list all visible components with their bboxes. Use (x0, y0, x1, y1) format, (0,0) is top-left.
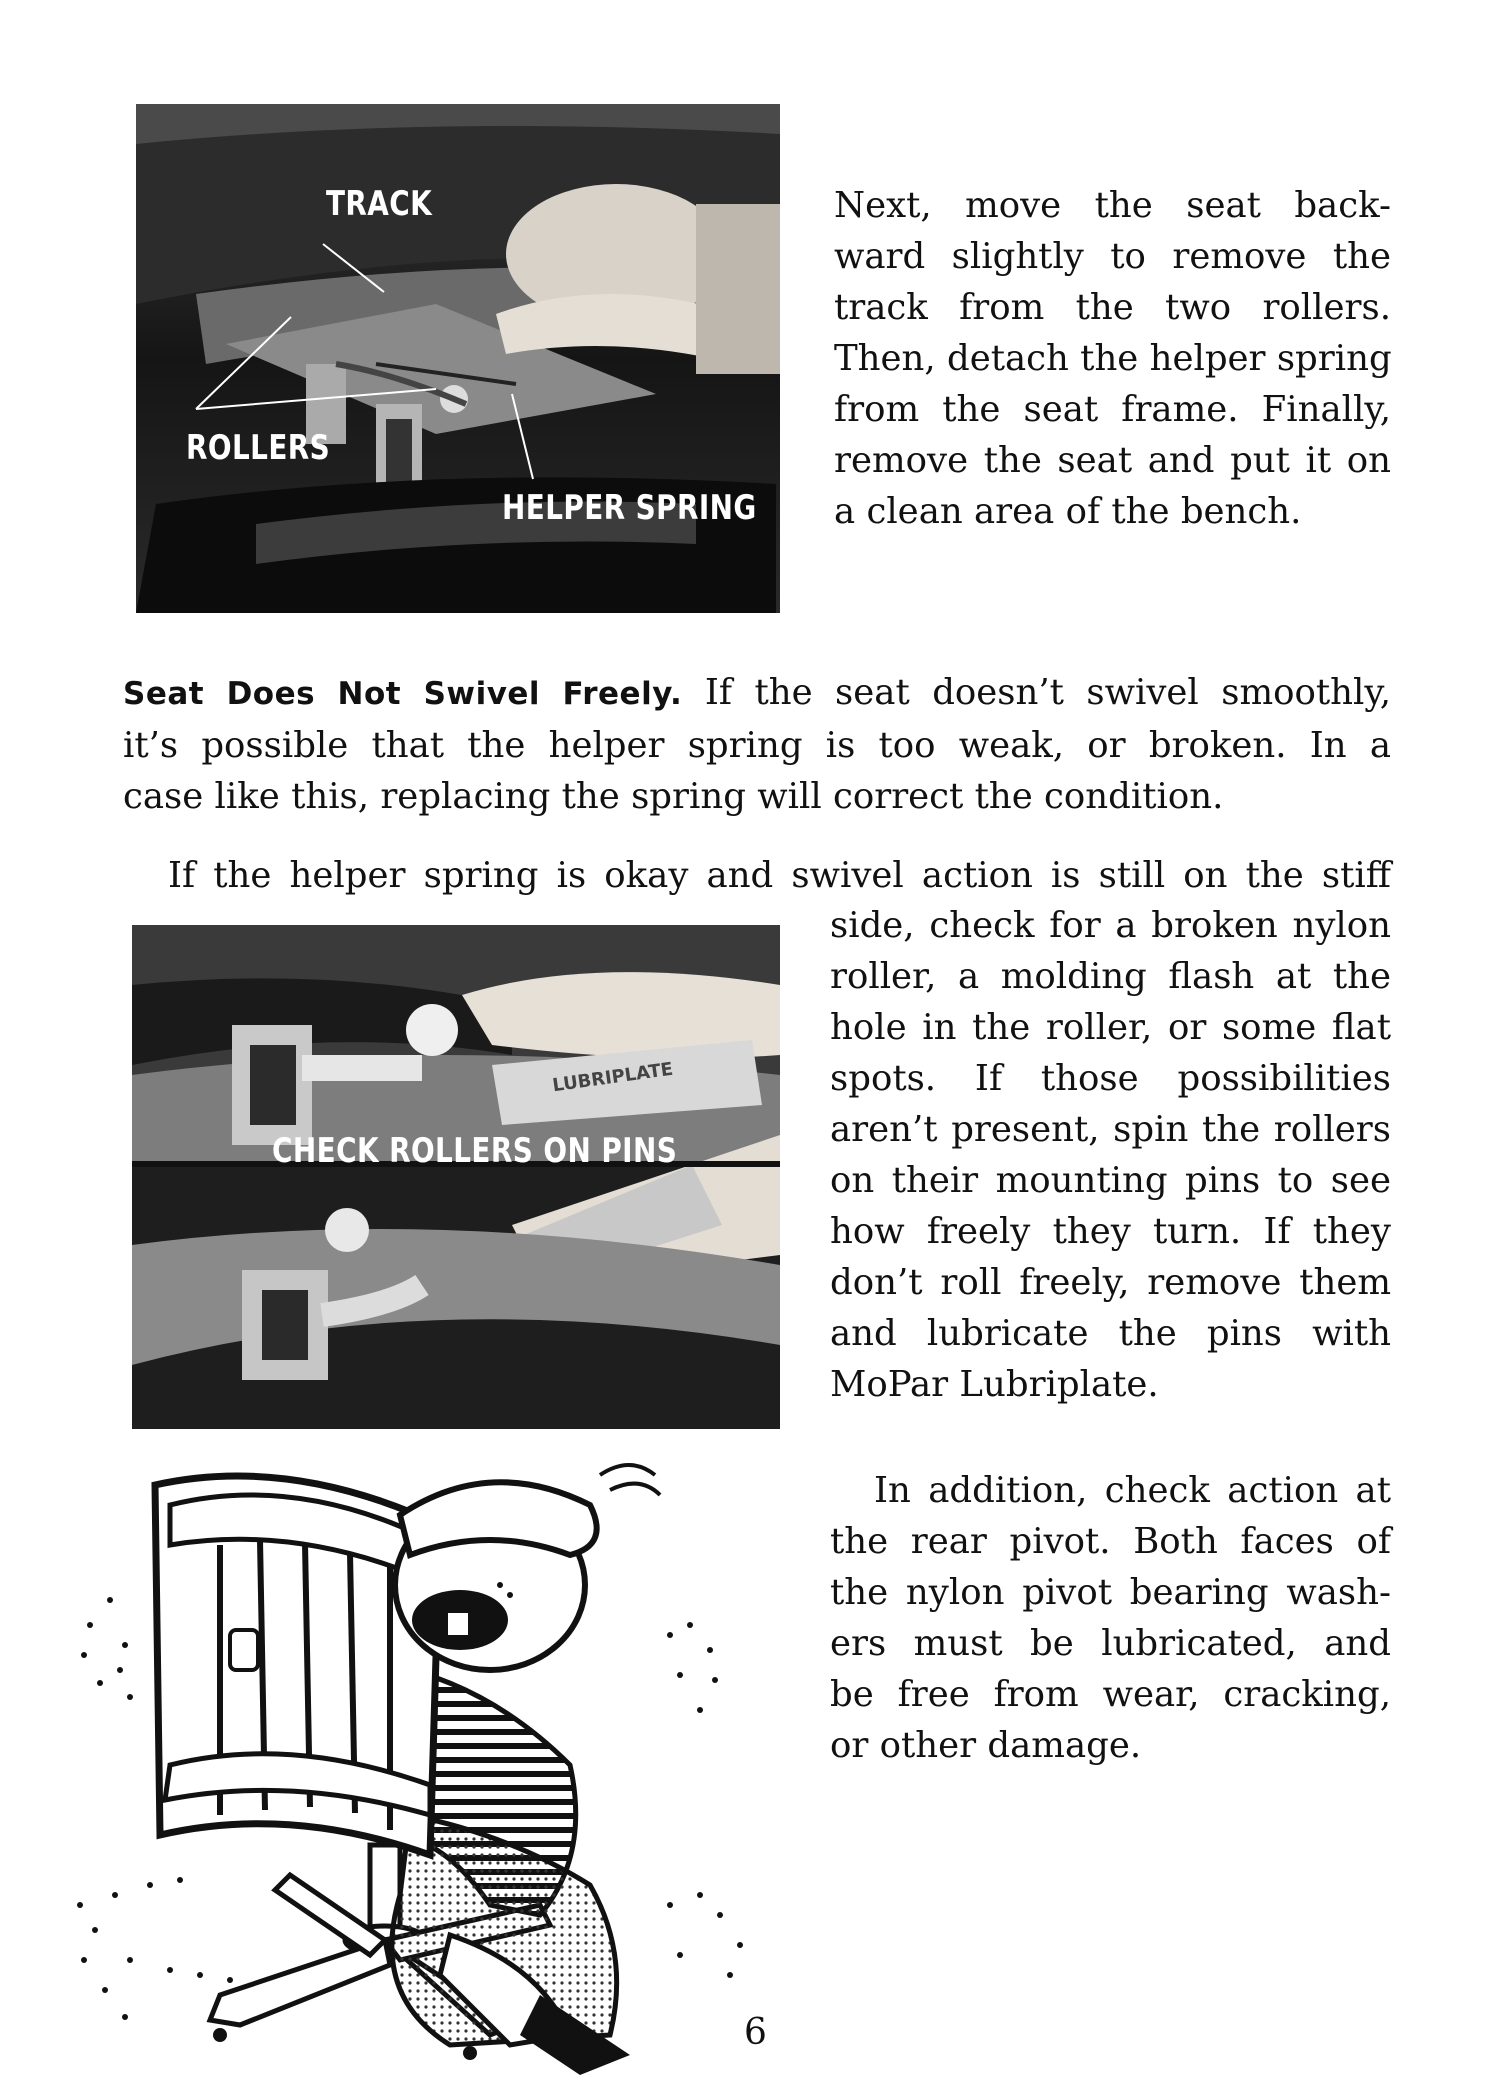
lubriplate-tube-label: LUBRIPLATE (551, 1058, 675, 1097)
roller-paragraph (830, 900, 1391, 1410)
text-line: from the seat frame. Finally, (834, 389, 1391, 430)
section-heading: Seat Does Not Swivel Freely. (123, 676, 683, 712)
page-number: 6 (744, 2012, 767, 2053)
text-line: remove the seat and put it on (834, 440, 1391, 481)
text-line: case like this, replacing the spring will correct the condition. (123, 776, 1224, 817)
text-line: side, check for a broken nylon (830, 905, 1391, 946)
helper-spring-label: HELPER SPRING (502, 488, 757, 528)
text-line: a clean area of the bench. (834, 491, 1302, 532)
pivot-paragraph (830, 1465, 1391, 1771)
intro-paragraph (834, 180, 1391, 537)
text-line: aren’t present, spin the rollers (830, 1109, 1391, 1150)
text-line: If the seat doesn’t swivel smoothly, (704, 672, 1391, 713)
track-label: TRACK (326, 184, 433, 224)
text-line: the rear pivot. Both faces of (830, 1521, 1391, 1562)
swivel-section (123, 667, 1391, 822)
text-line: spots. If those possibilities (830, 1058, 1391, 1099)
text-line: track from the two rollers. (834, 287, 1391, 328)
swivel-chair-cartoon (70, 1435, 770, 2090)
rollers-label: ROLLERS (186, 428, 331, 468)
roller-paragraph-first-line (168, 850, 1391, 901)
text-line: hole in the roller, or some flat (830, 1007, 1391, 1048)
text-line: If the helper spring is okay and swivel action is still on the stiff (168, 855, 1391, 896)
text-line: ward slightly to remove the (834, 236, 1391, 277)
text-line: Then, detach the helper spring (834, 338, 1392, 379)
text-line: the nylon pivot bearing wash- (830, 1572, 1391, 1613)
text-line: and lubricate the pins with (830, 1313, 1391, 1354)
seat-track-photo (136, 104, 780, 613)
text-line: it’s possible that the helper spring is too weak, or broken. In a (123, 725, 1391, 766)
text-line: be free from wear, cracking, (830, 1674, 1391, 1715)
text-line: In addition, check action at (874, 1470, 1391, 1511)
check-rollers-photo (132, 925, 780, 1429)
text-line: roller, a molding flash at the (830, 956, 1391, 997)
text-line: how freely they turn. If they (830, 1211, 1391, 1252)
text-line: don’t roll freely, remove them (830, 1262, 1391, 1303)
text-line: or other damage. (830, 1725, 1142, 1766)
text-line: Next, move the seat back- (834, 185, 1391, 226)
check-rollers-label: CHECK ROLLERS ON PINS (272, 1131, 678, 1171)
text-line: MoPar Lubriplate. (830, 1364, 1159, 1405)
text-line: on their mounting pins to see (830, 1160, 1391, 1201)
text-line: ers must be lubricated, and (830, 1623, 1391, 1664)
